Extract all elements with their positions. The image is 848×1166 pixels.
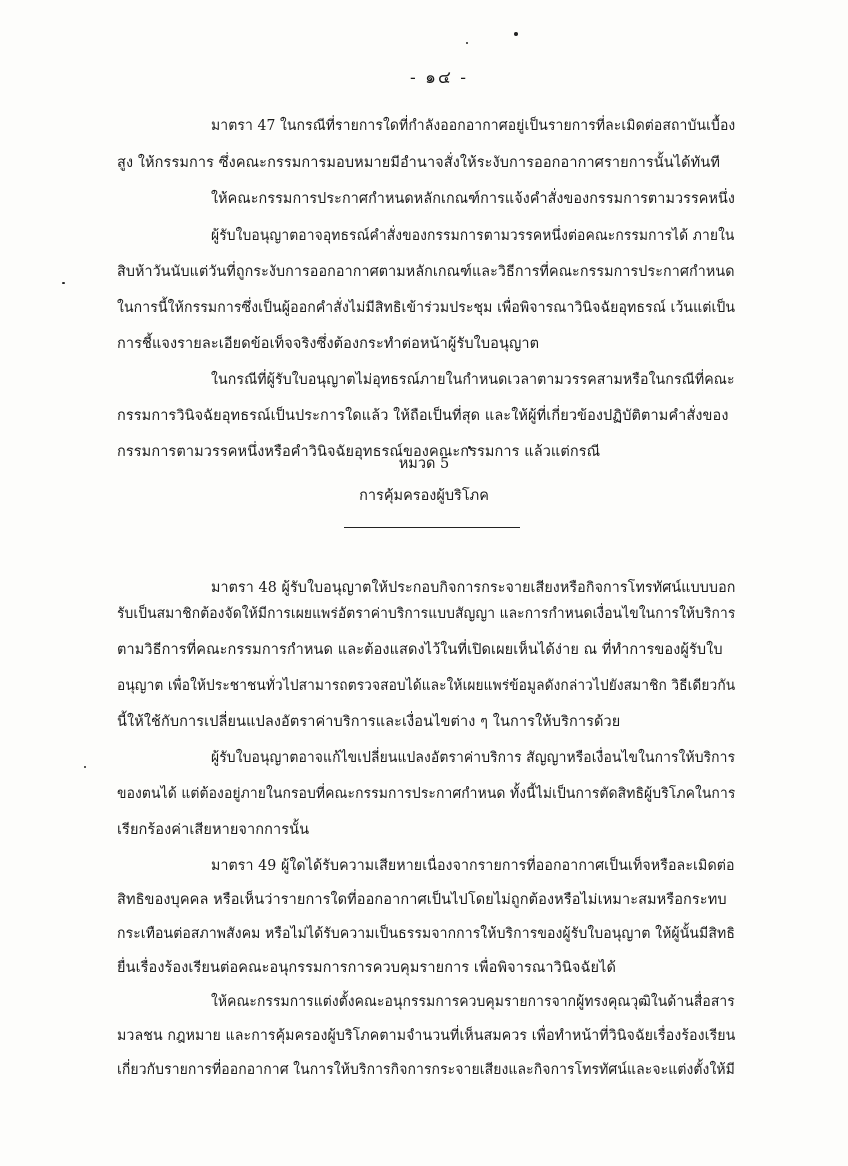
section-48-line: ของตนได้ แต่ต้องอยู่ภายในกรอบที่คณะกรรมการประกาศกำหนด ทั้งนี้ไม่เป็นการตัดสิทธิผู้บริโภคในการ: [117, 786, 736, 802]
scan-speck: [514, 32, 518, 36]
section-47-line: กรรมการวินิจฉัยอุทธรณ์เป็นประการใดแล้ว ให้ถือเป็นที่สุด และให้ผู้ที่เกี่ยวข้องปฏิบัติตามคำสั่งของ: [117, 408, 729, 424]
section-49-line: เกี่ยวกับรายการที่ออกอากาศ ในการให้บริการกิจการกระจายเสียงและกิจการโทรทัศน์และจะแต่งตั้งให้มี: [117, 1062, 735, 1078]
section-49-line: มวลชน กฎหมาย และการคุ้มครองผู้บริโภคตามจำนวนที่เห็นสมควร เพื่อทำหน้าที่วินิจฉัยเรื่องร้องเรียน: [117, 1028, 736, 1044]
section-48-line: อนุญาต เพื่อให้ประชาชนทั่วไปสามารถตรวจสอบได้และให้เผยแพร่ข้อมูลดังกล่าวไปยังสมาชิก วิธีเดียวกัน: [117, 678, 736, 694]
section-47-line: กรรมการตามวรรคหนึ่งหรือคำวินิจฉัยอุทธรณ์ของคณะกรรมการ แล้วแต่กรณี: [117, 444, 601, 460]
section-48-line: ผู้รับใบอนุญาตอาจแก้ไขเปลี่ยนแปลงอัตราค่าบริการ สัญญาหรือเงื่อนไขในการให้บริการ: [211, 750, 736, 766]
section-47-line: ให้คณะกรรมการประกาศกำหนดหลักเกณฑ์การแจ้งคำสั่งของกรรมการตามวรรคหนึ่ง: [211, 191, 735, 207]
section-49-line: ยื่นเรื่องร้องเรียนต่อคณะอนุกรรมการการควบคุมรายการ เพื่อพิจารณาวินิจฉัยได้: [117, 960, 616, 976]
section-47-line: สูง ให้กรรมการ ซึ่งคณะกรรมการมอบหมายมีอำนาจสั่งให้ระงับการออกอากาศรายการนั้นได้ทันที: [117, 155, 720, 171]
section-47-line: ผู้รับใบอนุญาตอาจอุทธรณ์คำสั่งของกรรมการตามวรรคหนึ่งต่อคณะกรรมการได้ ภายใน: [211, 228, 735, 244]
section-47-line: การชี้แจงรายละเอียดข้อเท็จจริงซึ่งต้องกระทำต่อหน้าผู้รับใบอนุญาต: [117, 336, 540, 352]
section-48-line: ตามวิธีการที่คณะกรรมการกำหนด และต้องแสดงไว้ในที่เปิดเผยเห็นได้ง่าย ณ ที่ทำการของผู้รับใบ: [117, 642, 723, 658]
section-47-line: ในกรณีที่ผู้รับใบอนุญาตไม่อุทธรณ์ภายในกำหนดเวลาตามวรรคสามหรือในกรณีที่คณะ: [211, 372, 735, 388]
section-47-line: สิบห้าวันนับแต่วันที่ถูกระงับการออกอากาศตามหลักเกณฑ์และวิธีการที่คณะกรรมการประกาศกำหนด: [117, 264, 735, 280]
section-49-line: มาตรา 49 ผู้ใดได้รับความเสียหายเนื่องจากรายการที่ออกอากาศเป็นเท็จหรือละเมิดต่อ: [211, 858, 735, 874]
page-number: - ๑๔ -: [410, 68, 468, 88]
scan-speck: [466, 42, 468, 44]
section-48-line: เรียกร้องค่าเสียหายจากการนั้น: [117, 822, 310, 838]
chapter-heading: หมวด 5: [398, 456, 450, 472]
section-47-line: มาตรา 47 ในกรณีที่รายการใดที่กำลังออกอากาศอยู่เป็นรายการที่ละเมิดต่อสถาบันเบื้อง: [211, 118, 736, 134]
section-48-line: มาตรา 48 ผู้รับใบอนุญาตให้ประกอบกิจการกระจายเสียงหรือกิจการโทรทัศน์แบบบอก: [211, 580, 736, 596]
section-49-line: กระเทือนต่อสภาพสังคม หรือไม่ได้รับความเป็นธรรมจากการให้บริการของผู้รับใบอนุญาต ให้ผู้นั้นมีสิทธิ: [117, 926, 735, 942]
section-47-line: ในการนี้ให้กรรมการซึ่งเป็นผู้ออกคำสั่งไม่มีสิทธิเข้าร่วมประชุม เพื่อพิจารณาวินิจฉัยอุทธรณ์ เว้นแต่เป็น: [117, 300, 736, 316]
section-48-line: รับเป็นสมาชิกต้องจัดให้มีการเผยแพร่อัตราค่าบริการแบบสัญญา และการกำหนดเงื่อนไขในการให้บริการ: [117, 606, 736, 622]
section-49-line: สิทธิของบุคคล หรือเห็นว่ารายการใดที่ออกอากาศเป็นไปโดยไม่ถูกต้องหรือไม่เหมาะสมหรือกระทบ: [117, 892, 727, 908]
section-49-line: ให้คณะกรรมการแต่งตั้งคณะอนุกรรมการควบคุมรายการจากผู้ทรงคุณวุฒิในด้านสื่อสาร: [211, 994, 735, 1010]
scan-speck: [84, 766, 86, 768]
chapter-divider: [344, 527, 520, 528]
section-48-line: นี้ให้ใช้กับการเปลี่ยนแปลงอัตราค่าบริการและเงื่อนไขต่าง ๆ ในการให้บริการด้วย: [117, 714, 621, 730]
scan-speck: [62, 282, 65, 284]
chapter-title: การคุ้มครองผู้บริโภค: [359, 488, 489, 504]
